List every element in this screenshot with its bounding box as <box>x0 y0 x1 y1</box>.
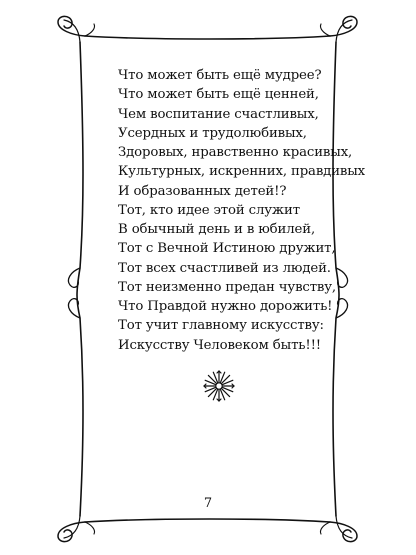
poem-line: Тот учит главному искусству: <box>118 318 324 334</box>
poem-text <box>118 66 366 355</box>
page-number: 7 <box>203 496 213 511</box>
poem-line: Искусству Человеком быть!!! <box>118 337 321 353</box>
poem-line: Здоровых, нравственно красивых, <box>118 145 353 160</box>
frame-bottom-border <box>85 519 330 522</box>
snowflake-ornament-icon <box>201 368 237 404</box>
poem-line: Что может быть ещё ценней, <box>118 87 319 103</box>
poem-line: Чем воспитание счастливых, <box>118 106 319 122</box>
poem-line: Тот, кто идее этой служит <box>118 202 300 218</box>
poem-line: Что Правдой нужно дорожить! <box>118 299 333 314</box>
corner-curl-bottom-right <box>320 516 357 542</box>
corner-curl-top-right <box>320 16 357 42</box>
frame-top-border <box>85 36 330 39</box>
poem-line: Тот неизменно предан чувству, <box>118 279 337 295</box>
corner-curl-top-left <box>58 16 95 42</box>
poem-line: Тот с Вечной Истиною дружит, <box>118 241 336 257</box>
poem-line: И образованных детей!? <box>118 183 287 199</box>
frame-left-border <box>77 42 83 516</box>
poem-line: Культурных, искренних, правдивых <box>118 164 366 180</box>
poem-line: Усердных и трудолюбивых, <box>118 125 307 141</box>
poem-line: Что может быть ещё мудрее? <box>118 68 322 83</box>
corner-curl-bottom-left <box>58 516 95 542</box>
poem-line: Тот всех счастливей из людей. <box>118 260 331 276</box>
poem-line: В обычный день и в юбилей, <box>118 222 316 237</box>
